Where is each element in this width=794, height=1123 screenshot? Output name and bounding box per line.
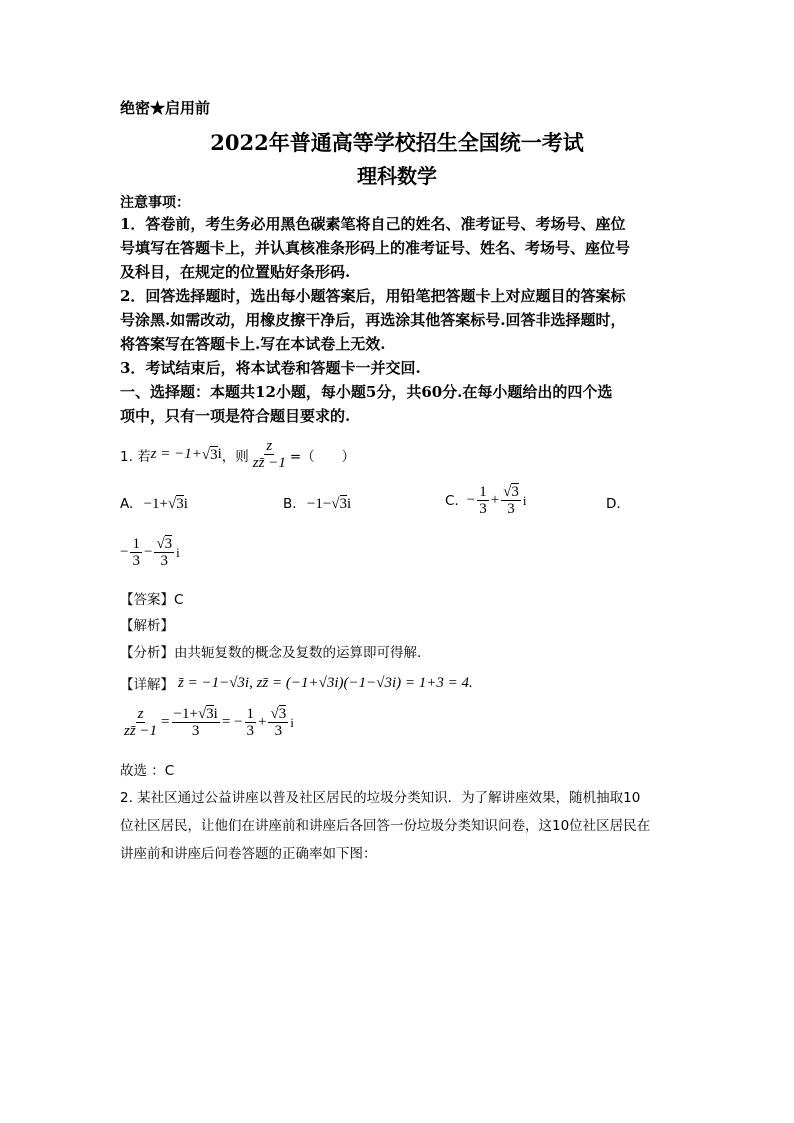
option-a-text: −1+ <box>143 496 169 512</box>
detail-equation: z̄ = −1−√3i, zz̄ = (−1+√3i)(−1−√3i) = 1+3 = 4. <box>178 674 473 691</box>
answer: 【答案】C <box>120 592 184 608</box>
conclusion: 故选 ：C <box>120 763 175 779</box>
question-2-line: 2. 某社区通过公益讲座以普及社区居民的垃圾分类知识．为了解讲座效果，随机抽取10 <box>120 790 641 806</box>
notes-line: 及科目，在规定的位置贴好条形码. <box>120 263 351 281</box>
option-a[interactable]: A. −1+√3i <box>120 496 188 512</box>
notes-line: 号涂黑.如需改动，用橡皮擦干净后，再选涂其他答案标号.回答非选择题时， <box>120 311 626 329</box>
question-2-line: 讲座前和讲座后问卷答题的正确率如下图： <box>120 846 377 862</box>
question-2-line: 位社区居民，让他们在讲座前和讲座后各回答一份垃圾分类知识问卷，这10位社区居民在 <box>120 818 651 834</box>
notes-line: 号填写在答题卡上，并认真核准条形码上的准考证号、姓名、考场号、座位号 <box>120 239 631 257</box>
q1-fraction: $\frac{z}{zz̄ -1}$ <box>252 438 286 471</box>
notes-line: 2．回答选择题时，选出每小题答案后，用铅笔把答题卡上对应题目的答案标 <box>120 287 626 305</box>
subject-title: 理科数学 <box>357 164 437 188</box>
detail-line <box>120 673 473 693</box>
option-b[interactable]: B. −1−√3i <box>283 496 352 512</box>
option-b-label: B. <box>283 496 297 512</box>
section-line: 项中，只有一项是符合题目要求的. <box>120 407 351 425</box>
option-d[interactable] <box>606 496 621 512</box>
option-d-label: D. <box>606 496 621 512</box>
detail-fraction-equation: $\frac{z}{zz̄ -1}$ = $\frac{-1+√3i}{3}$ = − $\frac{1}{3}$ + $\frac{√3}{3}$ i <box>124 706 294 739</box>
question-1-stem <box>120 438 355 471</box>
option-d-content: − $\frac{1}{3}$ − $\frac{√3}{3}$ i <box>120 536 180 569</box>
q1-given: z = −1+ <box>150 446 202 462</box>
q1-prefix: 1. 若 <box>120 448 151 465</box>
option-b-text: −1− <box>306 496 332 512</box>
q1-then: ，则 <box>221 448 249 465</box>
secret-label: 绝密★启用前 <box>120 99 211 117</box>
section-line: 一、选择题：本题共12小题，每小题5分，共60分.在每小题给出的四个选 <box>120 383 613 401</box>
q1-tail: =（ ） <box>289 448 356 465</box>
detail-label: 【详解】 <box>120 677 174 693</box>
sqrt-3: √3 <box>201 446 218 463</box>
option-a-label: A. <box>120 496 134 512</box>
imag-unit: i <box>217 446 222 462</box>
notes-heading: 注意事项： <box>120 195 190 211</box>
exam-title: 2022年普通高等学校招生全国统一考试 <box>210 130 584 155</box>
analysis-heading: 【解析】 <box>120 618 174 634</box>
notes-line: 3．考试结束后，将本试卷和答题卡一并交回. <box>120 359 421 377</box>
option-c-label: C. <box>445 492 459 509</box>
notes-line: 1．答卷前，考生务必用黑色碳素笔将自己的姓名、准考证号、考场号、座位 <box>120 215 626 233</box>
notes-line: 将答案写在答题卡上.写在本试卷上无效. <box>120 335 386 353</box>
option-c[interactable]: C. − $\frac{1}{3}$ + $\frac{√3}{3}$ i <box>445 484 527 517</box>
analysis-text: 【分析】由共轭复数的概念及复数的运算即可得解. <box>120 645 422 661</box>
